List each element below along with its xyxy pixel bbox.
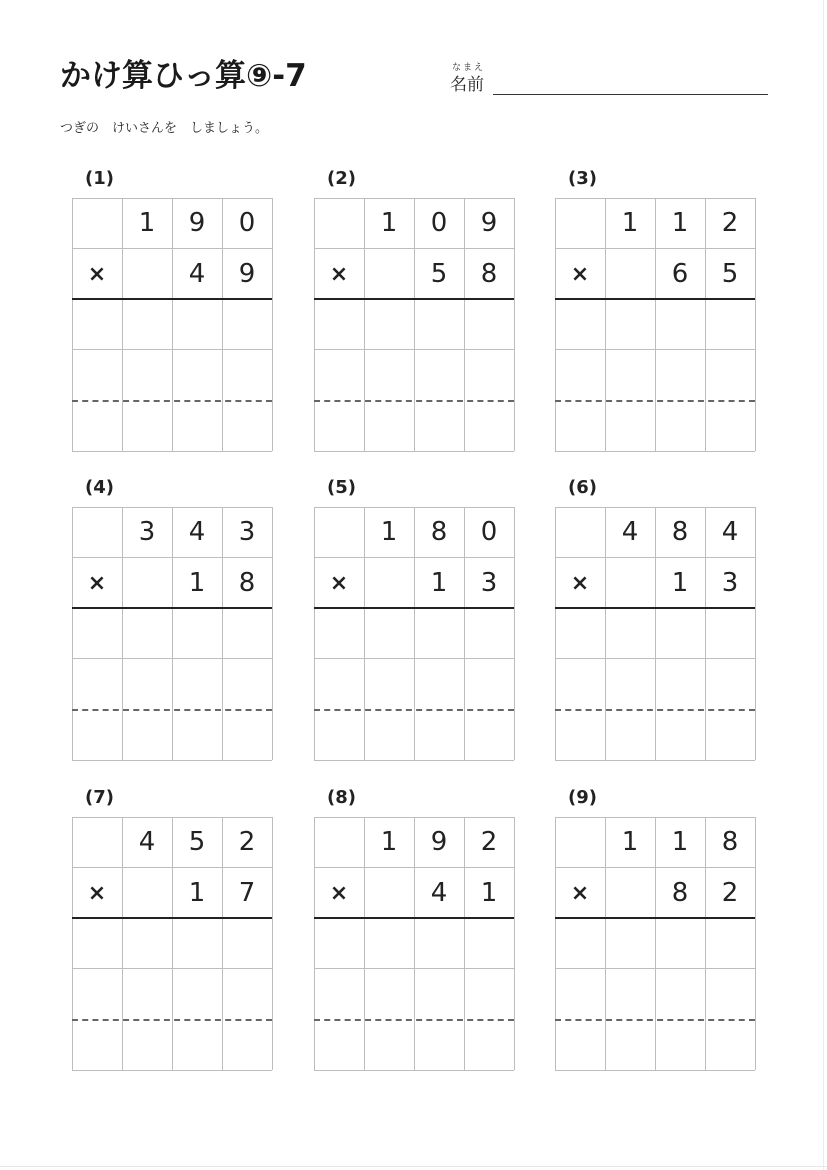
answer-cell[interactable] xyxy=(555,299,605,349)
multiplicand-digit xyxy=(314,507,364,557)
answer-cell[interactable] xyxy=(364,710,414,760)
answer-cell[interactable] xyxy=(222,608,272,658)
multiplicand-digit xyxy=(555,198,605,248)
grid-horizontal-line xyxy=(72,760,272,761)
problem-5 xyxy=(314,477,514,767)
answer-cell[interactable] xyxy=(464,710,514,760)
multiplicand-digit xyxy=(314,198,364,248)
answer-cell[interactable] xyxy=(222,969,272,1019)
answer-cell[interactable] xyxy=(414,401,464,451)
problem-4 xyxy=(72,477,272,767)
answer-cell[interactable] xyxy=(605,401,655,451)
multiplicand-digit: 5 xyxy=(188,827,206,857)
answer-cell[interactable] xyxy=(172,350,222,400)
multiplier-digit: 1 xyxy=(671,568,689,598)
grid-horizontal-line xyxy=(555,760,755,761)
answer-cell[interactable] xyxy=(605,608,655,658)
multiplicand-digit: 1 xyxy=(380,517,398,547)
multiplicand-digit: 3 xyxy=(238,517,256,547)
problem-3 xyxy=(555,168,755,458)
multiply-sign: × xyxy=(570,261,590,287)
multiplier-digit: 8 xyxy=(480,259,498,289)
answer-cell[interactable] xyxy=(464,1020,514,1070)
answer-cell[interactable] xyxy=(222,1020,272,1070)
answer-cell[interactable] xyxy=(655,918,705,968)
problem-number: (4) xyxy=(85,477,114,498)
problem-number: (2) xyxy=(327,168,356,189)
multiplicand-digit: 0 xyxy=(480,517,498,547)
multiply-sign: × xyxy=(329,261,349,287)
answer-cell[interactable] xyxy=(314,710,364,760)
grid-vertical-line xyxy=(272,198,273,451)
answer-cell[interactable] xyxy=(555,401,605,451)
answer-cell[interactable] xyxy=(414,608,464,658)
answer-cell[interactable] xyxy=(222,350,272,400)
grid-vertical-line xyxy=(755,817,756,1070)
multiply-sign: × xyxy=(570,880,590,906)
answer-cell[interactable] xyxy=(172,1020,222,1070)
multiplier-digit xyxy=(122,868,172,918)
multiplier-digit xyxy=(122,558,172,608)
multiplicand-digit: 0 xyxy=(238,208,256,238)
answer-cell[interactable] xyxy=(555,918,605,968)
multiplier-digit xyxy=(605,249,655,299)
answer-cell[interactable] xyxy=(655,1020,705,1070)
calculation-grid xyxy=(72,817,272,1070)
multiplicand-digit: 4 xyxy=(188,517,206,547)
answer-cell[interactable] xyxy=(605,1020,655,1070)
answer-cell[interactable] xyxy=(172,918,222,968)
multiplier-digit: 4 xyxy=(188,259,206,289)
answer-cell[interactable] xyxy=(555,608,605,658)
answer-cell[interactable] xyxy=(72,918,122,968)
answer-cell[interactable] xyxy=(314,350,364,400)
answer-cell[interactable] xyxy=(364,1020,414,1070)
name-label: 名前 xyxy=(450,75,484,95)
multiplicand-digit: 1 xyxy=(138,208,156,238)
multiply-sign: × xyxy=(87,570,107,596)
grid-horizontal-line xyxy=(314,1070,514,1071)
answer-cell[interactable] xyxy=(364,350,414,400)
multiplier-digit xyxy=(605,558,655,608)
multiplicand-digit: 8 xyxy=(721,827,739,857)
answer-cell[interactable] xyxy=(705,299,755,349)
multiplicand-digit: 1 xyxy=(380,827,398,857)
multiplier-digit: 1 xyxy=(480,878,498,908)
answer-cell[interactable] xyxy=(172,299,222,349)
page-bottom-edge xyxy=(0,1166,827,1167)
answer-cell[interactable] xyxy=(364,299,414,349)
answer-cell[interactable] xyxy=(655,401,705,451)
answer-cell[interactable] xyxy=(72,608,122,658)
multiply-sign: × xyxy=(329,570,349,596)
multiplicand-digit: 1 xyxy=(380,208,398,238)
grid-vertical-line xyxy=(514,507,515,760)
grid-vertical-line xyxy=(514,817,515,1070)
calculation-grid xyxy=(555,507,755,760)
answer-cell[interactable] xyxy=(222,710,272,760)
answer-cell[interactable] xyxy=(122,969,172,1019)
answer-cell[interactable] xyxy=(464,401,514,451)
calculation-grid xyxy=(555,817,755,1070)
answer-cell[interactable] xyxy=(72,969,122,1019)
grid-horizontal-line xyxy=(72,1070,272,1071)
answer-cell[interactable] xyxy=(72,659,122,709)
problem-number: (6) xyxy=(568,477,597,498)
calculation-grid xyxy=(314,198,514,451)
multiplicand-digit: 4 xyxy=(138,827,156,857)
answer-cell[interactable] xyxy=(705,918,755,968)
answer-cell[interactable] xyxy=(705,1020,755,1070)
answer-cell[interactable] xyxy=(72,1020,122,1070)
grid-vertical-line xyxy=(755,507,756,760)
multiplier-digit xyxy=(122,249,172,299)
problem-2 xyxy=(314,168,514,458)
answer-cell[interactable] xyxy=(314,401,364,451)
multiplier-digit: 1 xyxy=(188,878,206,908)
answer-cell[interactable] xyxy=(314,659,364,709)
problem-8 xyxy=(314,787,514,1077)
answer-cell[interactable] xyxy=(72,710,122,760)
answer-cell[interactable] xyxy=(364,401,414,451)
problem-7 xyxy=(72,787,272,1077)
multiplier-digit xyxy=(605,868,655,918)
problem-6 xyxy=(555,477,755,767)
answer-cell[interactable] xyxy=(122,918,172,968)
answer-cell[interactable] xyxy=(314,918,364,968)
answer-cell[interactable] xyxy=(605,659,655,709)
multiplier-digit: 5 xyxy=(721,259,739,289)
multiplier-digit xyxy=(364,868,414,918)
answer-cell[interactable] xyxy=(464,969,514,1019)
multiplicand-digit xyxy=(555,817,605,867)
multiplicand-digit xyxy=(555,507,605,557)
multiplier-digit: 4 xyxy=(430,878,448,908)
multiplier-digit: 1 xyxy=(188,568,206,598)
answer-cell[interactable] xyxy=(122,710,172,760)
multiplicand-digit: 3 xyxy=(138,517,156,547)
answer-cell[interactable] xyxy=(222,918,272,968)
answer-cell[interactable] xyxy=(222,401,272,451)
multiplier-digit: 2 xyxy=(721,878,739,908)
multiplicand-digit: 1 xyxy=(671,827,689,857)
answer-cell[interactable] xyxy=(314,299,364,349)
problem-number: (1) xyxy=(85,168,114,189)
problem-number: (3) xyxy=(568,168,597,189)
answer-cell[interactable] xyxy=(605,710,655,760)
answer-cell[interactable] xyxy=(122,350,172,400)
grid-horizontal-line xyxy=(555,1070,755,1071)
answer-cell[interactable] xyxy=(464,918,514,968)
multiplicand-digit: 0 xyxy=(430,208,448,238)
answer-cell[interactable] xyxy=(314,608,364,658)
answer-cell[interactable] xyxy=(364,659,414,709)
multiplier-digit: 9 xyxy=(238,259,256,289)
answer-cell[interactable] xyxy=(314,1020,364,1070)
answer-cell[interactable] xyxy=(555,350,605,400)
multiplier-digit: 3 xyxy=(480,568,498,598)
answer-cell[interactable] xyxy=(655,969,705,1019)
answer-cell[interactable] xyxy=(655,350,705,400)
grid-vertical-line xyxy=(272,817,273,1070)
answer-cell[interactable] xyxy=(122,659,172,709)
answer-cell[interactable] xyxy=(464,350,514,400)
answer-cell[interactable] xyxy=(414,659,464,709)
answer-cell[interactable] xyxy=(655,659,705,709)
calculation-grid xyxy=(314,817,514,1070)
multiplicand-digit: 4 xyxy=(721,517,739,547)
answer-cell[interactable] xyxy=(122,1020,172,1070)
answer-cell[interactable] xyxy=(172,608,222,658)
problem-number: (7) xyxy=(85,787,114,808)
answer-cell[interactable] xyxy=(122,299,172,349)
answer-cell[interactable] xyxy=(605,918,655,968)
answer-cell[interactable] xyxy=(414,918,464,968)
problem-number: (5) xyxy=(327,477,356,498)
problem-number: (8) xyxy=(327,787,356,808)
name-ruby: なまえ xyxy=(452,63,486,73)
worksheet-title: かけ算ひっ算⑨-7 xyxy=(60,58,307,94)
answer-cell[interactable] xyxy=(72,299,122,349)
answer-cell[interactable] xyxy=(414,299,464,349)
answer-cell[interactable] xyxy=(655,299,705,349)
multiplicand-digit: 1 xyxy=(621,208,639,238)
multiplier-digit: 7 xyxy=(238,878,256,908)
multiplier-digit xyxy=(364,558,414,608)
problem-number: (9) xyxy=(568,787,597,808)
answer-cell[interactable] xyxy=(705,659,755,709)
answer-cell[interactable] xyxy=(655,608,705,658)
answer-cell[interactable] xyxy=(464,659,514,709)
multiplier-digit xyxy=(364,249,414,299)
multiplicand-digit: 2 xyxy=(721,208,739,238)
answer-cell[interactable] xyxy=(222,299,272,349)
answer-cell[interactable] xyxy=(705,401,755,451)
multiplicand-digit xyxy=(72,817,122,867)
grid-horizontal-line xyxy=(72,451,272,452)
multiplicand-digit xyxy=(72,507,122,557)
answer-cell[interactable] xyxy=(172,659,222,709)
calculation-grid xyxy=(555,198,755,451)
grid-horizontal-line xyxy=(314,760,514,761)
calculation-grid xyxy=(72,507,272,760)
multiplier-digit: 1 xyxy=(430,568,448,598)
multiply-sign: × xyxy=(87,880,107,906)
answer-cell[interactable] xyxy=(464,299,514,349)
answer-cell[interactable] xyxy=(705,350,755,400)
answer-cell[interactable] xyxy=(555,969,605,1019)
answer-cell[interactable] xyxy=(605,299,655,349)
page-edge xyxy=(823,0,824,1170)
answer-cell[interactable] xyxy=(364,918,414,968)
name-field xyxy=(450,60,770,100)
multiplicand-digit: 2 xyxy=(238,827,256,857)
answer-cell[interactable] xyxy=(655,710,705,760)
multiplier-digit: 8 xyxy=(671,878,689,908)
answer-cell[interactable] xyxy=(555,710,605,760)
answer-cell[interactable] xyxy=(555,1020,605,1070)
answer-cell[interactable] xyxy=(414,350,464,400)
answer-cell[interactable] xyxy=(314,969,364,1019)
answer-cell[interactable] xyxy=(172,969,222,1019)
multiplicand-digit: 8 xyxy=(430,517,448,547)
multiplicand-digit: 8 xyxy=(671,517,689,547)
answer-cell[interactable] xyxy=(555,659,605,709)
answer-cell[interactable] xyxy=(122,608,172,658)
answer-cell[interactable] xyxy=(414,969,464,1019)
problem-9 xyxy=(555,787,755,1077)
multiply-sign: × xyxy=(87,261,107,287)
calculation-grid xyxy=(314,507,514,760)
multiply-sign: × xyxy=(329,880,349,906)
multiplicand-digit: 1 xyxy=(671,208,689,238)
grid-vertical-line xyxy=(755,198,756,451)
multiplicand-digit: 2 xyxy=(480,827,498,857)
multiplicand-digit: 9 xyxy=(188,208,206,238)
multiplicand-digit xyxy=(72,198,122,248)
problem-1 xyxy=(72,168,272,458)
multiplier-digit: 3 xyxy=(721,568,739,598)
answer-cell[interactable] xyxy=(364,969,414,1019)
name-write-line[interactable] xyxy=(493,94,768,95)
grid-vertical-line xyxy=(514,198,515,451)
multiply-sign: × xyxy=(570,570,590,596)
multiplier-digit: 8 xyxy=(238,568,256,598)
multiplier-digit: 5 xyxy=(430,259,448,289)
answer-cell[interactable] xyxy=(72,350,122,400)
answer-cell[interactable] xyxy=(122,401,172,451)
answer-cell[interactable] xyxy=(72,401,122,451)
answer-cell[interactable] xyxy=(414,710,464,760)
grid-horizontal-line xyxy=(314,451,514,452)
instruction-text: つぎの けいさんを しましょう。 xyxy=(60,121,269,136)
calculation-grid xyxy=(72,198,272,451)
multiplicand-digit: 4 xyxy=(621,517,639,547)
multiplicand-digit: 9 xyxy=(480,208,498,238)
answer-cell[interactable] xyxy=(172,401,222,451)
answer-cell[interactable] xyxy=(705,608,755,658)
grid-horizontal-line xyxy=(555,451,755,452)
answer-cell[interactable] xyxy=(222,659,272,709)
answer-cell[interactable] xyxy=(172,710,222,760)
multiplier-digit: 6 xyxy=(671,259,689,289)
grid-vertical-line xyxy=(272,507,273,760)
multiplicand-digit xyxy=(314,817,364,867)
answer-cell[interactable] xyxy=(464,608,514,658)
answer-cell[interactable] xyxy=(605,969,655,1019)
answer-cell[interactable] xyxy=(605,350,655,400)
multiplicand-digit: 1 xyxy=(621,827,639,857)
multiplicand-digit: 9 xyxy=(430,827,448,857)
answer-cell[interactable] xyxy=(705,710,755,760)
answer-cell[interactable] xyxy=(414,1020,464,1070)
answer-cell[interactable] xyxy=(705,969,755,1019)
answer-cell[interactable] xyxy=(364,608,414,658)
